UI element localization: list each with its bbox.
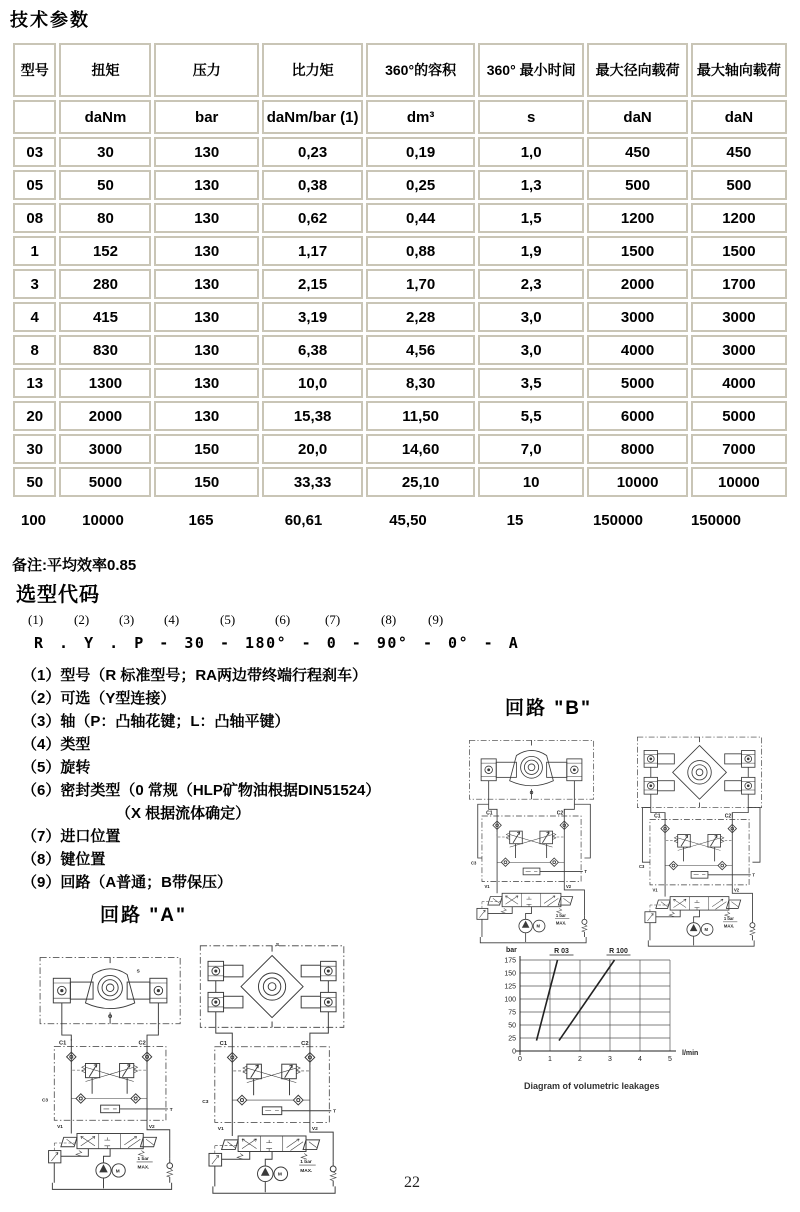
table-cell: 2,3 xyxy=(478,269,585,299)
svg-text:M: M xyxy=(704,927,709,933)
table-cell: 1700 xyxy=(691,269,787,299)
y-tick-label: 25 xyxy=(508,1035,516,1043)
x-tick-label: 0 xyxy=(518,1056,522,1063)
volumetric-leakage-chart xyxy=(492,944,717,1091)
table-cell: dm³ xyxy=(366,100,475,134)
table-cell: 0,88 xyxy=(366,236,475,266)
table-cell: 130 xyxy=(154,335,258,365)
table-cell: 20,0 xyxy=(262,434,363,464)
table-cell: 14,60 xyxy=(366,434,475,464)
position-number: (9) xyxy=(428,612,444,627)
table-cell: 450 xyxy=(691,137,787,167)
explanation-item: （6）密封类型（0 常规（HLP矿物油根据DIN51524） xyxy=(22,782,381,799)
y-tick-label: 0 xyxy=(512,1048,516,1056)
table-cell: 1,9 xyxy=(478,236,585,266)
table-cell: 130 xyxy=(154,368,258,398)
explanation-item: （4）类型 xyxy=(22,736,91,753)
table-cell: s xyxy=(478,100,585,134)
table-cell: 130 xyxy=(154,269,258,299)
svg-text:T: T xyxy=(584,869,588,875)
y-tick-label: 75 xyxy=(508,1009,516,1017)
table-row xyxy=(13,269,787,299)
table-cell: 1300 xyxy=(59,368,151,398)
table-cell: 1,17 xyxy=(262,236,363,266)
svg-text:C2: C2 xyxy=(724,813,732,820)
explanation-item: （5）旋转 xyxy=(22,759,91,776)
table-cell: 15 xyxy=(506,512,524,529)
column-header: 扭矩 xyxy=(59,43,151,97)
table-cell: 15,38 xyxy=(262,401,363,431)
table-cell: 415 xyxy=(59,302,151,332)
table-cell: 5000 xyxy=(691,401,787,431)
table-cell: 4,56 xyxy=(366,335,475,365)
table-cell: 3,19 xyxy=(262,302,363,332)
table-cell: 8,30 xyxy=(366,368,475,398)
page-title: 技术参数 xyxy=(10,10,90,30)
y-tick-label: 125 xyxy=(504,983,516,991)
series-line xyxy=(559,960,615,1041)
table-cell: 2000 xyxy=(59,401,151,431)
svg-text:T: T xyxy=(752,872,756,878)
table-cell: 3000 xyxy=(691,335,787,365)
table-cell: 10000 xyxy=(82,512,124,529)
table-cell: 130 xyxy=(154,170,258,200)
table-cell: 0,19 xyxy=(366,137,475,167)
y-axis-label: bar xyxy=(506,947,517,954)
table-cell: 5,5 xyxy=(478,401,585,431)
table-cell: 6,38 xyxy=(262,335,363,365)
circuit-a-title: 回路 "A" xyxy=(100,905,188,926)
technical-parameters-table xyxy=(10,40,790,500)
table-cell: 1,3 xyxy=(478,170,585,200)
position-number: (4) xyxy=(164,612,180,627)
table-cell: 1200 xyxy=(587,203,687,233)
table-cell: 2,28 xyxy=(366,302,475,332)
table-cell: 1500 xyxy=(587,236,687,266)
svg-text:T: T xyxy=(333,1109,337,1115)
table-cell: 3000 xyxy=(587,302,687,332)
table-cell: daN xyxy=(691,100,787,134)
table-cell: 3,0 xyxy=(478,335,585,365)
column-header: 最大径向载荷 xyxy=(587,43,687,97)
table-cell: 1200 xyxy=(691,203,787,233)
table-cell: 8000 xyxy=(587,434,687,464)
table-cell: 152 xyxy=(59,236,151,266)
svg-text:C2: C2 xyxy=(301,1040,309,1047)
position-number: (2) xyxy=(74,612,90,627)
table-cell: 0,25 xyxy=(366,170,475,200)
table-cell: 130 xyxy=(154,236,258,266)
table-cell: 100 xyxy=(20,512,47,529)
table-cell: 450 xyxy=(587,137,687,167)
column-header: 压力 xyxy=(154,43,258,97)
circuit-a-left-diagram xyxy=(36,948,188,1196)
svg-text:MAX.: MAX. xyxy=(300,1168,313,1174)
svg-text:V2: V2 xyxy=(565,884,572,890)
position-number: (7) xyxy=(325,612,341,627)
svg-text:1 bar: 1 bar xyxy=(555,912,566,918)
table-cell: 0,62 xyxy=(262,203,363,233)
svg-text:1 bar: 1 bar xyxy=(723,916,734,922)
svg-text:MAX.: MAX. xyxy=(555,920,567,926)
table-cell: 130 xyxy=(154,401,258,431)
table-cell: 10000 xyxy=(587,467,687,497)
svg-text:M: M xyxy=(536,923,541,929)
table-cell: 10000 xyxy=(691,467,787,497)
svg-text:C1: C1 xyxy=(58,1040,67,1047)
column-header: 最大轴向载荷 xyxy=(691,43,787,97)
explanation-item: （7）进口位置 xyxy=(22,828,121,845)
chart-caption: Diagram of volumetric leakages xyxy=(524,1081,660,1091)
table-cell: 6000 xyxy=(587,401,687,431)
table-row xyxy=(13,401,787,431)
column-header: 360° 最小时间 xyxy=(478,43,585,97)
table-cell: 4000 xyxy=(691,368,787,398)
explanation-item: （1）型号（R 标准型号；RA两边带终端行程刹车） xyxy=(22,667,368,684)
table-cell: 05 xyxy=(13,170,56,200)
model-code-string: R . Y . P - 30 - 180° - 0 - 90° - 0° - A xyxy=(34,634,520,652)
svg-text:V1: V1 xyxy=(57,1124,63,1130)
table-cell: 50 xyxy=(13,467,56,497)
y-tick-label: 150 xyxy=(504,970,516,978)
table-cell: 150000 xyxy=(592,512,644,529)
table-cell: bar xyxy=(154,100,258,134)
efficiency-note: 备注:平均效率0.85 xyxy=(12,557,137,574)
table-cell: 280 xyxy=(59,269,151,299)
table-cell: 60,61 xyxy=(284,512,323,529)
series-line xyxy=(537,960,558,1041)
table-cell: 2000 xyxy=(587,269,687,299)
table-cell xyxy=(13,100,56,134)
position-number: (1) xyxy=(28,612,44,627)
page-number: 22 xyxy=(404,1174,420,1191)
table-cell: daNm xyxy=(59,100,151,134)
code-explanation-list xyxy=(22,664,492,894)
table-cell: daN xyxy=(587,100,687,134)
position-number: (6) xyxy=(275,612,291,627)
table-footer-row-100 xyxy=(10,507,790,535)
explanation-item: （8）键位置 xyxy=(22,851,106,868)
table-cell: 0,23 xyxy=(262,137,363,167)
svg-text:1 bar: 1 bar xyxy=(137,1157,149,1163)
table-cell: 1,70 xyxy=(366,269,475,299)
svg-text:C1: C1 xyxy=(219,1040,228,1047)
table-cell: 30 xyxy=(13,434,56,464)
explanation-item: （2）可选（Y型连接） xyxy=(22,690,176,707)
circuit-b-title: 回路 "B" xyxy=(505,698,593,719)
x-axis-label: l/min xyxy=(682,1050,699,1057)
svg-text:V1: V1 xyxy=(484,884,490,890)
svg-text:V1: V1 xyxy=(652,887,658,893)
x-tick-label: 1 xyxy=(548,1056,552,1063)
table-cell: 1 xyxy=(13,236,56,266)
table-cell: 3 xyxy=(13,269,56,299)
explanation-item: （X 根据流体确定） xyxy=(116,805,251,822)
table-cell: 50 xyxy=(59,170,151,200)
table-cell: 150 xyxy=(154,434,258,464)
svg-text:T: T xyxy=(169,1107,173,1113)
table-cell: 165 xyxy=(188,512,214,529)
svg-text:C2: C2 xyxy=(556,810,564,817)
units-row xyxy=(13,100,787,134)
column-header: 型号 xyxy=(13,43,56,97)
position-number: (3) xyxy=(119,612,135,627)
svg-text:M: M xyxy=(277,1172,282,1178)
position-number: (5) xyxy=(220,612,236,627)
table-cell: 5000 xyxy=(59,467,151,497)
table-cell: 45,50 xyxy=(389,512,427,529)
svg-text:S: S xyxy=(136,969,140,975)
x-tick-label: 3 xyxy=(608,1056,612,1063)
svg-text:C3: C3 xyxy=(41,1098,49,1104)
table-row xyxy=(13,335,787,365)
table-cell: 13 xyxy=(13,368,56,398)
table-cell: 0,44 xyxy=(366,203,475,233)
table-cell: 03 xyxy=(13,137,56,167)
svg-text:S: S xyxy=(275,942,280,948)
table-row xyxy=(13,170,787,200)
table-cell: 33,33 xyxy=(262,467,363,497)
svg-text:C3: C3 xyxy=(639,864,645,870)
table-cell: 11,50 xyxy=(366,401,475,431)
svg-text:MAX.: MAX. xyxy=(723,923,735,929)
table-cell: 25,10 xyxy=(366,467,475,497)
svg-text:C2: C2 xyxy=(138,1040,146,1047)
x-tick-label: 5 xyxy=(668,1056,672,1063)
circuit-b-right-diagram xyxy=(634,732,774,960)
svg-text:C1: C1 xyxy=(654,813,661,820)
table-row xyxy=(13,302,787,332)
column-header: 360°的容积 xyxy=(366,43,475,97)
y-tick-label: 100 xyxy=(504,996,516,1004)
column-header: 比力矩 xyxy=(262,43,363,97)
table-cell: 7000 xyxy=(691,434,787,464)
table-row xyxy=(13,137,787,167)
svg-text:MAX.: MAX. xyxy=(137,1165,150,1171)
y-tick-label: 50 xyxy=(508,1022,516,1030)
table-cell: 1,0 xyxy=(478,137,585,167)
table-cell: 20 xyxy=(13,401,56,431)
table-row xyxy=(13,203,787,233)
x-tick-label: 2 xyxy=(578,1056,582,1063)
explanation-item: （3）轴（P：凸轴花键；L：凸轴平键） xyxy=(22,713,290,730)
table-cell: 30 xyxy=(59,137,151,167)
table-cell: 7,0 xyxy=(478,434,585,464)
table-cell: 130 xyxy=(154,203,258,233)
x-tick-label: 4 xyxy=(638,1056,642,1063)
table-cell: 130 xyxy=(154,137,258,167)
table-cell: 3000 xyxy=(691,302,787,332)
series-label: R 03 xyxy=(554,948,569,955)
svg-text:C1: C1 xyxy=(486,810,493,817)
circuit-b-left-diagram xyxy=(466,732,606,946)
series-label: R 100 xyxy=(609,948,628,955)
table-cell: 4 xyxy=(13,302,56,332)
table-cell: 3000 xyxy=(59,434,151,464)
svg-text:C3: C3 xyxy=(202,1099,209,1105)
table-cell: 2,15 xyxy=(262,269,363,299)
table-cell: 500 xyxy=(587,170,687,200)
table-cell: 150 xyxy=(154,467,258,497)
table-cell: 10 xyxy=(478,467,585,497)
table-cell: 500 xyxy=(691,170,787,200)
table-cell: 80 xyxy=(59,203,151,233)
table-cell: daNm/bar (1) xyxy=(262,100,363,134)
table-cell: 1,5 xyxy=(478,203,585,233)
circuit-a-right-diagram xyxy=(196,940,352,1200)
table-cell: 5000 xyxy=(587,368,687,398)
table-cell: 3,0 xyxy=(478,302,585,332)
table-cell: 4000 xyxy=(587,335,687,365)
table-cell: 150000 xyxy=(690,512,742,529)
explanation-item: （9）回路（A普通；B带保压） xyxy=(22,874,233,891)
table-row xyxy=(13,434,787,464)
table-cell: 08 xyxy=(13,203,56,233)
svg-text:M: M xyxy=(115,1169,120,1175)
code-position-numbers xyxy=(0,612,480,628)
table-row xyxy=(13,368,787,398)
table-header-row xyxy=(13,43,787,97)
table-cell: 10,0 xyxy=(262,368,363,398)
table-row xyxy=(13,236,787,266)
y-tick-label: 175 xyxy=(504,957,516,965)
table-row xyxy=(13,467,787,497)
table-cell: 0,38 xyxy=(262,170,363,200)
selection-code-heading: 选型代码 xyxy=(16,584,100,606)
svg-text:V2: V2 xyxy=(148,1124,155,1130)
svg-text:V1: V1 xyxy=(217,1127,224,1133)
svg-text:C3: C3 xyxy=(471,860,477,866)
table-cell: 3,5 xyxy=(478,368,585,398)
table-cell: 830 xyxy=(59,335,151,365)
table-cell: 130 xyxy=(154,302,258,332)
svg-text:1 bar: 1 bar xyxy=(300,1160,312,1166)
svg-text:V2: V2 xyxy=(733,887,740,893)
svg-text:V2: V2 xyxy=(311,1127,318,1133)
position-number: (8) xyxy=(381,612,397,627)
table-cell: 8 xyxy=(13,335,56,365)
table-cell: 1500 xyxy=(691,236,787,266)
